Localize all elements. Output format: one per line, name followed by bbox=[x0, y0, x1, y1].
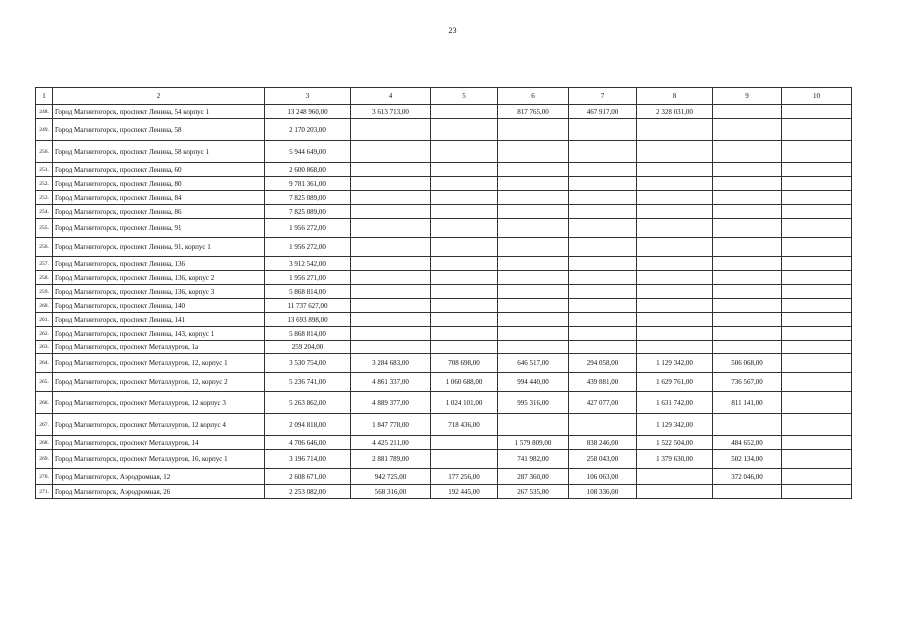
value-cell: 5 868 814,00 bbox=[265, 327, 351, 341]
value-cell bbox=[637, 285, 713, 299]
value-cell: 736 567,00 bbox=[713, 373, 782, 392]
row-number: 270. bbox=[36, 469, 53, 485]
value-cell bbox=[498, 313, 569, 327]
table-row bbox=[36, 163, 852, 177]
value-cell bbox=[351, 341, 431, 354]
header-cell: 3 bbox=[265, 88, 351, 105]
value-cell: 7 825 089,00 bbox=[265, 205, 351, 219]
value-cell: 4 706 646,00 bbox=[265, 436, 351, 450]
value-cell bbox=[569, 219, 637, 238]
table-row bbox=[36, 105, 852, 119]
value-cell bbox=[431, 285, 498, 299]
value-cell: 259 204,00 bbox=[265, 341, 351, 354]
row-number: 260. bbox=[36, 299, 53, 313]
value-cell: 13 693 898,00 bbox=[265, 313, 351, 327]
value-cell bbox=[431, 257, 498, 271]
value-cell bbox=[713, 238, 782, 257]
table-row bbox=[36, 177, 852, 191]
value-cell: 2 328 031,00 bbox=[637, 105, 713, 119]
value-cell bbox=[637, 238, 713, 257]
table-row bbox=[36, 238, 852, 257]
row-number: 256. bbox=[36, 238, 53, 257]
value-cell bbox=[782, 436, 852, 450]
value-cell bbox=[569, 191, 637, 205]
header-cell: 5 bbox=[431, 88, 498, 105]
value-cell bbox=[637, 219, 713, 238]
value-cell: 5 263 862,00 bbox=[265, 392, 351, 414]
value-cell bbox=[431, 163, 498, 177]
value-cell bbox=[637, 299, 713, 313]
value-cell bbox=[782, 469, 852, 485]
table-row bbox=[36, 327, 852, 341]
value-cell bbox=[713, 341, 782, 354]
value-cell bbox=[431, 299, 498, 313]
value-cell: 1 379 630,00 bbox=[637, 450, 713, 469]
value-cell bbox=[569, 327, 637, 341]
value-cell bbox=[431, 177, 498, 191]
value-cell bbox=[431, 191, 498, 205]
value-cell bbox=[498, 163, 569, 177]
value-cell: 108 336,00 bbox=[569, 485, 637, 499]
header-cell: 4 bbox=[351, 88, 431, 105]
value-cell: 294 058,00 bbox=[569, 354, 637, 373]
value-cell bbox=[637, 469, 713, 485]
value-cell bbox=[637, 163, 713, 177]
value-cell bbox=[351, 285, 431, 299]
value-cell bbox=[431, 205, 498, 219]
value-cell: 2 881 789,00 bbox=[351, 450, 431, 469]
value-cell: 439 881,00 bbox=[569, 373, 637, 392]
value-cell bbox=[782, 341, 852, 354]
value-cell bbox=[782, 313, 852, 327]
table-row bbox=[36, 485, 852, 499]
value-cell bbox=[713, 163, 782, 177]
value-cell bbox=[713, 177, 782, 191]
value-cell bbox=[431, 271, 498, 285]
address-cell: Город Магнитогорск, проспект Металлургов, 14 bbox=[53, 436, 265, 450]
value-cell: 1 631 742,00 bbox=[637, 392, 713, 414]
value-cell bbox=[569, 205, 637, 219]
value-cell bbox=[782, 105, 852, 119]
row-number: 267. bbox=[36, 414, 53, 436]
value-cell bbox=[431, 219, 498, 238]
value-cell bbox=[498, 271, 569, 285]
value-cell bbox=[782, 271, 852, 285]
address-cell: Город Магнитогорск, проспект Ленина, 136, корпус 3 bbox=[53, 285, 265, 299]
table-row bbox=[36, 299, 852, 313]
header-cell: 9 bbox=[713, 88, 782, 105]
value-cell: 1 629 761,00 bbox=[637, 373, 713, 392]
value-cell bbox=[351, 191, 431, 205]
value-cell bbox=[637, 257, 713, 271]
value-cell bbox=[713, 105, 782, 119]
value-cell bbox=[351, 119, 431, 141]
row-number: 254. bbox=[36, 205, 53, 219]
header-cell: 1 bbox=[36, 88, 53, 105]
row-number: 262. bbox=[36, 327, 53, 341]
address-cell: Город Магнитогорск, проспект Ленина, 58 bbox=[53, 119, 265, 141]
value-cell bbox=[351, 141, 431, 163]
value-cell: 2 608 671,00 bbox=[265, 469, 351, 485]
row-number: 271. bbox=[36, 485, 53, 499]
value-cell bbox=[713, 191, 782, 205]
table-row bbox=[36, 285, 852, 299]
value-cell bbox=[351, 177, 431, 191]
value-cell bbox=[351, 219, 431, 238]
row-number: 264. bbox=[36, 354, 53, 373]
value-cell bbox=[637, 341, 713, 354]
header-cell: 8 bbox=[637, 88, 713, 105]
value-cell bbox=[431, 105, 498, 119]
value-cell: 427 077,00 bbox=[569, 392, 637, 414]
table-row bbox=[36, 373, 852, 392]
value-cell: 2 170 203,00 bbox=[265, 119, 351, 141]
value-cell bbox=[431, 327, 498, 341]
value-cell: 3 284 683,00 bbox=[351, 354, 431, 373]
table-row bbox=[36, 119, 852, 141]
value-cell: 3 530 754,00 bbox=[265, 354, 351, 373]
value-cell bbox=[431, 341, 498, 354]
value-cell bbox=[569, 313, 637, 327]
value-cell bbox=[713, 327, 782, 341]
value-cell bbox=[498, 285, 569, 299]
row-number: 252. bbox=[36, 177, 53, 191]
value-cell bbox=[637, 177, 713, 191]
value-cell bbox=[569, 414, 637, 436]
value-cell bbox=[637, 327, 713, 341]
value-cell bbox=[351, 238, 431, 257]
value-cell bbox=[351, 327, 431, 341]
value-cell: 1 579 809,00 bbox=[498, 436, 569, 450]
table-row bbox=[36, 257, 852, 271]
value-cell bbox=[637, 191, 713, 205]
value-cell bbox=[498, 219, 569, 238]
value-cell: 7 825 089,00 bbox=[265, 191, 351, 205]
data-table bbox=[35, 87, 852, 499]
address-cell: Город Магнитогорск, проспект Ленина, 60 bbox=[53, 163, 265, 177]
table-row bbox=[36, 469, 852, 485]
value-cell bbox=[637, 485, 713, 499]
value-cell bbox=[569, 163, 637, 177]
value-cell: 1 956 272,00 bbox=[265, 238, 351, 257]
value-cell bbox=[713, 299, 782, 313]
value-cell: 106 063,00 bbox=[569, 469, 637, 485]
value-cell bbox=[782, 392, 852, 414]
address-cell: Город Магнитогорск, проспект Ленина, 91, корпус 1 bbox=[53, 238, 265, 257]
value-cell bbox=[431, 141, 498, 163]
address-cell: Город Магнитогорск, проспект Ленина, 86 bbox=[53, 205, 265, 219]
value-cell: 13 248 960,00 bbox=[265, 105, 351, 119]
value-cell bbox=[498, 191, 569, 205]
value-cell: 994 440,00 bbox=[498, 373, 569, 392]
value-cell bbox=[782, 414, 852, 436]
table-row bbox=[36, 392, 852, 414]
address-cell: Город Магнитогорск, Аэродромная, 26 bbox=[53, 485, 265, 499]
value-cell: 9 781 361,00 bbox=[265, 177, 351, 191]
value-cell: 5 944 649,00 bbox=[265, 141, 351, 163]
value-cell bbox=[569, 119, 637, 141]
value-cell bbox=[782, 450, 852, 469]
value-cell bbox=[713, 271, 782, 285]
value-cell bbox=[351, 205, 431, 219]
value-cell bbox=[637, 205, 713, 219]
value-cell bbox=[637, 271, 713, 285]
value-cell: 741 982,00 bbox=[498, 450, 569, 469]
row-number: 268. bbox=[36, 436, 53, 450]
row-number: 265. bbox=[36, 373, 53, 392]
value-cell bbox=[782, 177, 852, 191]
value-cell bbox=[713, 485, 782, 499]
address-cell: Город Магнитогорск, проспект Ленина, 143, корпус 1 bbox=[53, 327, 265, 341]
value-cell bbox=[782, 485, 852, 499]
value-cell bbox=[637, 313, 713, 327]
value-cell bbox=[498, 177, 569, 191]
value-cell: 372 046,00 bbox=[713, 469, 782, 485]
value-cell: 11 737 627,00 bbox=[265, 299, 351, 313]
value-cell: 467 917,00 bbox=[569, 105, 637, 119]
value-cell: 4 889 377,00 bbox=[351, 392, 431, 414]
value-cell bbox=[351, 299, 431, 313]
value-cell: 5 868 814,00 bbox=[265, 285, 351, 299]
value-cell bbox=[351, 257, 431, 271]
row-number: 263. bbox=[36, 341, 53, 354]
value-cell: 4 861 337,00 bbox=[351, 373, 431, 392]
address-cell: Город Магнитогорск, проспект Металлургов, 1а bbox=[53, 341, 265, 354]
value-cell bbox=[569, 238, 637, 257]
value-cell bbox=[351, 271, 431, 285]
table-header-row bbox=[36, 88, 852, 105]
value-cell bbox=[498, 141, 569, 163]
value-cell: 506 068,00 bbox=[713, 354, 782, 373]
value-cell bbox=[431, 238, 498, 257]
value-cell bbox=[713, 205, 782, 219]
value-cell bbox=[713, 119, 782, 141]
value-cell: 811 141,00 bbox=[713, 392, 782, 414]
row-number: 249. bbox=[36, 119, 53, 141]
value-cell bbox=[498, 299, 569, 313]
value-cell bbox=[782, 354, 852, 373]
value-cell bbox=[431, 436, 498, 450]
address-cell: Город Магнитогорск, проспект Металлургов, 12, корпус 2 bbox=[53, 373, 265, 392]
address-cell: Город Магнитогорск, проспект Ленина, 140 bbox=[53, 299, 265, 313]
row-number: 251. bbox=[36, 163, 53, 177]
address-cell: Город Магнитогорск, проспект Ленина, 80 bbox=[53, 177, 265, 191]
value-cell: 817 765,00 bbox=[498, 105, 569, 119]
value-cell bbox=[782, 285, 852, 299]
table-row bbox=[36, 191, 852, 205]
value-cell bbox=[569, 271, 637, 285]
value-cell: 708 698,00 bbox=[431, 354, 498, 373]
value-cell: 192 445,00 bbox=[431, 485, 498, 499]
value-cell: 1 024 101,00 bbox=[431, 392, 498, 414]
value-cell: 3 613 713,00 bbox=[351, 105, 431, 119]
table-row bbox=[36, 436, 852, 450]
value-cell bbox=[431, 119, 498, 141]
row-number: 250. bbox=[36, 141, 53, 163]
value-cell bbox=[431, 450, 498, 469]
header-cell: 6 bbox=[498, 88, 569, 105]
row-number: 261. bbox=[36, 313, 53, 327]
address-cell: Город Магнитогорск, проспект Ленина, 58 корпус 1 bbox=[53, 141, 265, 163]
value-cell bbox=[498, 414, 569, 436]
value-cell: 502 134,00 bbox=[713, 450, 782, 469]
value-cell bbox=[569, 257, 637, 271]
value-cell: 258 043,00 bbox=[569, 450, 637, 469]
value-cell bbox=[351, 163, 431, 177]
value-cell bbox=[782, 257, 852, 271]
value-cell bbox=[782, 205, 852, 219]
value-cell bbox=[569, 141, 637, 163]
address-cell: Город Магнитогорск, проспект Ленина, 84 bbox=[53, 191, 265, 205]
address-cell: Город Магнитогорск, проспект Ленина, 136 bbox=[53, 257, 265, 271]
value-cell: 718 436,00 bbox=[431, 414, 498, 436]
address-cell: Город Магнитогорск, проспект Металлургов, 12, корпус 1 bbox=[53, 354, 265, 373]
value-cell: 177 256,00 bbox=[431, 469, 498, 485]
value-cell bbox=[782, 373, 852, 392]
value-cell bbox=[498, 205, 569, 219]
value-cell: 2 600 868,00 bbox=[265, 163, 351, 177]
value-cell bbox=[569, 299, 637, 313]
address-cell: Город Магнитогорск, проспект Ленина, 91 bbox=[53, 219, 265, 238]
value-cell bbox=[782, 219, 852, 238]
value-cell bbox=[569, 341, 637, 354]
header-cell: 2 bbox=[53, 88, 265, 105]
value-cell: 2 253 082,00 bbox=[265, 485, 351, 499]
value-cell bbox=[713, 219, 782, 238]
value-cell bbox=[498, 119, 569, 141]
value-cell bbox=[637, 141, 713, 163]
row-number: 253. bbox=[36, 191, 53, 205]
value-cell bbox=[569, 177, 637, 191]
table-row bbox=[36, 205, 852, 219]
value-cell bbox=[498, 327, 569, 341]
value-cell: 3 912 542,00 bbox=[265, 257, 351, 271]
value-cell bbox=[431, 313, 498, 327]
address-cell: Город Магнитогорск, Аэродромная, 12 bbox=[53, 469, 265, 485]
value-cell bbox=[782, 238, 852, 257]
value-cell: 1 060 688,00 bbox=[431, 373, 498, 392]
value-cell bbox=[782, 191, 852, 205]
value-cell: 568 316,00 bbox=[351, 485, 431, 499]
address-cell: Город Магнитогорск, проспект Ленина, 141 bbox=[53, 313, 265, 327]
value-cell: 1 956 272,00 bbox=[265, 219, 351, 238]
table-row bbox=[36, 313, 852, 327]
row-number: 248. bbox=[36, 105, 53, 119]
value-cell bbox=[498, 341, 569, 354]
table-row bbox=[36, 414, 852, 436]
row-number: 257. bbox=[36, 257, 53, 271]
address-cell: Город Магнитогорск, проспект Ленина, 54 корпус 1 bbox=[53, 105, 265, 119]
value-cell: 1 522 504,00 bbox=[637, 436, 713, 450]
table-row bbox=[36, 219, 852, 238]
page-number: 23 bbox=[448, 26, 457, 35]
value-cell bbox=[713, 257, 782, 271]
value-cell: 942 725,00 bbox=[351, 469, 431, 485]
value-cell bbox=[782, 141, 852, 163]
value-cell bbox=[713, 285, 782, 299]
value-cell: 995 316,00 bbox=[498, 392, 569, 414]
value-cell: 484 652,00 bbox=[713, 436, 782, 450]
header-cell: 7 bbox=[569, 88, 637, 105]
value-cell: 287 360,00 bbox=[498, 469, 569, 485]
value-cell bbox=[782, 299, 852, 313]
value-cell: 2 094 818,00 bbox=[265, 414, 351, 436]
value-cell: 646 517,00 bbox=[498, 354, 569, 373]
value-cell bbox=[637, 119, 713, 141]
value-cell bbox=[569, 285, 637, 299]
table-row bbox=[36, 271, 852, 285]
value-cell: 1 956 271,00 bbox=[265, 271, 351, 285]
value-cell: 1 129 342,00 bbox=[637, 414, 713, 436]
value-cell: 1 847 778,00 bbox=[351, 414, 431, 436]
address-cell: Город Магнитогорск, проспект Металлургов, 12 корпус 4 bbox=[53, 414, 265, 436]
table-row bbox=[36, 450, 852, 469]
value-cell bbox=[713, 414, 782, 436]
value-cell bbox=[782, 119, 852, 141]
value-cell: 5 236 741,00 bbox=[265, 373, 351, 392]
table-row bbox=[36, 141, 852, 163]
value-cell: 1 129 342,00 bbox=[637, 354, 713, 373]
row-number: 259. bbox=[36, 285, 53, 299]
row-number: 266. bbox=[36, 392, 53, 414]
table-row bbox=[36, 354, 852, 373]
header-cell: 10 bbox=[782, 88, 852, 105]
row-number: 258. bbox=[36, 271, 53, 285]
table-row bbox=[36, 341, 852, 354]
value-cell bbox=[351, 313, 431, 327]
value-cell bbox=[498, 238, 569, 257]
value-cell: 838 246,00 bbox=[569, 436, 637, 450]
value-cell bbox=[713, 141, 782, 163]
value-cell: 4 425 211,00 bbox=[351, 436, 431, 450]
value-cell bbox=[713, 313, 782, 327]
value-cell: 267 535,00 bbox=[498, 485, 569, 499]
address-cell: Город Магнитогорск, проспект Металлургов, 12 корпус 3 bbox=[53, 392, 265, 414]
value-cell bbox=[782, 163, 852, 177]
row-number: 255. bbox=[36, 219, 53, 238]
row-number: 269. bbox=[36, 450, 53, 469]
address-cell: Город Магнитогорск, проспект Ленина, 136, корпус 2 bbox=[53, 271, 265, 285]
value-cell: 3 196 714,00 bbox=[265, 450, 351, 469]
address-cell: Город Магнитогорск, проспект Металлургов, 16, корпус 1 bbox=[53, 450, 265, 469]
value-cell bbox=[782, 327, 852, 341]
value-cell bbox=[498, 257, 569, 271]
